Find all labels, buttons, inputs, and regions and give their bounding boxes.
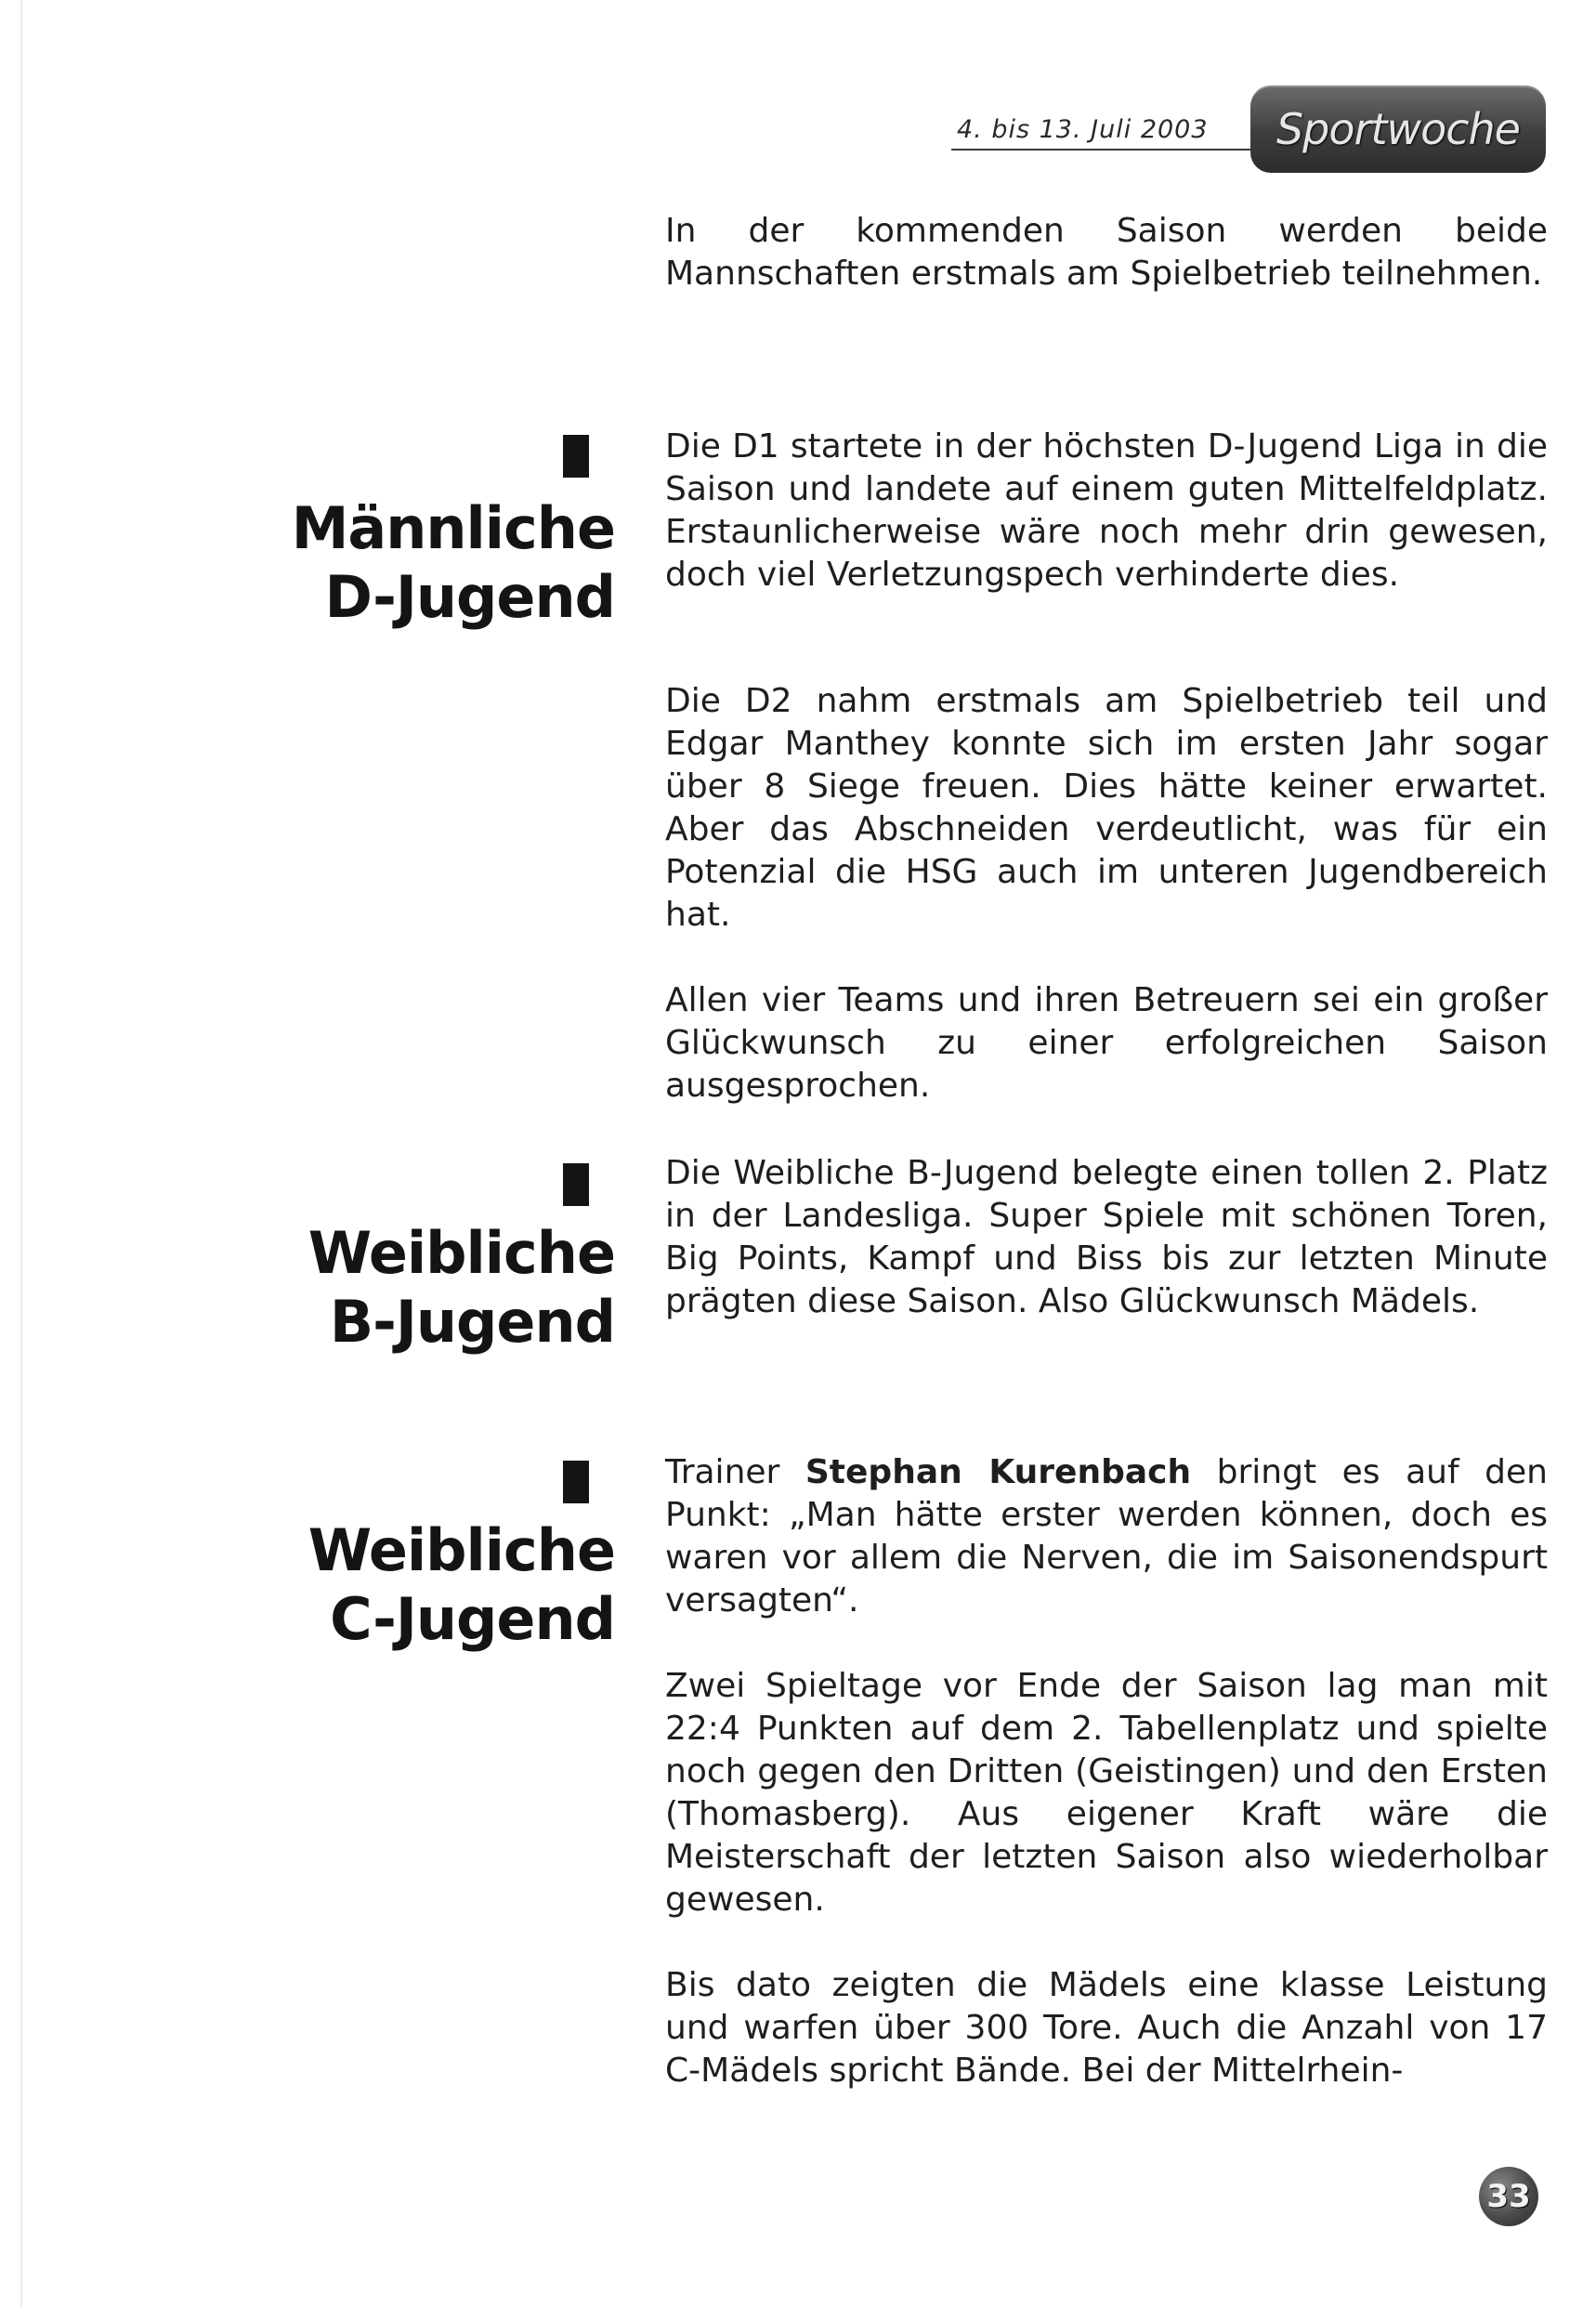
weibliche-c-paragraph-3: Bis dato zeigten die Mädels eine klasse Leistung und warfen über 300 Tore. Auch die Anzahl von 17 C-Mädels spricht Bände. Bei der Mittelrhein- [665, 1966, 1548, 2090]
section-marker-maennliche-d [563, 435, 589, 478]
heading-weibliche-c-jugend [308, 1516, 615, 1654]
heading-line-1: Weibliche [307, 1516, 615, 1584]
heading-maennliche-d-jugend [292, 494, 615, 632]
trainer-name: Stephan Kurenbach [805, 1453, 1192, 1491]
weibliche-b-paragraph-1: Die Weibliche B-Jugend belegte einen tollen 2. Platz in der Landesliga. Super Spiele mit schönen Toren, Big Points, Kampf und Biss bis zur letzten Minute prägten diese Saison. Also Glückwunsch Mädels. [665, 1154, 1548, 1320]
page-edge [20, 0, 22, 2308]
weibliche-c-paragraph-1 [665, 1451, 1548, 1622]
sportwoche-logo-text: Sportwoche [1275, 104, 1520, 154]
weibliche-c-paragraph-2: Zwei Spieltage vor Ende der Saison lag man mit 22:4 Punkten auf dem 2. Tabellenplatz und spielte noch gegen den Dritten (Geistingen) und den Ersten (Thomasberg). Aus eigener Kraft wäre die Meisterschaft der letzten Saison also wiederholbar gewesen. [665, 1667, 1548, 1919]
heading-weibliche-b-jugend [308, 1219, 615, 1357]
intro-paragraph: In der kommenden Saison werden beide Mannschaften erstmals am Spielbetrieb teilnehmen. [665, 212, 1548, 293]
issue-date: 4. bis 13. Juli 2003 [957, 115, 1209, 144]
sportwoche-logo [1250, 85, 1546, 173]
text-run: bringt es auf den Punkt: „Man hätte erster werden können, doch es waren vor allem die Nerven, die im Saisonendspurt versagten“. [665, 1453, 1548, 1620]
header-rule [951, 149, 1258, 151]
heading-line-2: C-Jugend [330, 1585, 615, 1653]
section-marker-weibliche-b [563, 1163, 589, 1206]
page-number-badge: 33 [1479, 2167, 1538, 2226]
section-marker-weibliche-c [563, 1461, 589, 1503]
maennliche-d-paragraph-1: Die D1 startete in der höchsten D-Jugend Liga in die Saison und landete auf einem guten Mittelfeldplatz. Erstaunlicherweise wäre noch mehr drin gewesen, doch viel Verletzungspech verhinderte dies. [665, 427, 1548, 594]
text-run: Trainer [665, 1453, 805, 1491]
heading-line-1: Männliche [291, 494, 615, 562]
heading-line-1: Weibliche [307, 1219, 615, 1287]
heading-line-2: B-Jugend [329, 1288, 615, 1356]
heading-line-2: D-Jugend [324, 563, 615, 631]
maennliche-d-paragraph-3: Allen vier Teams und ihren Betreuern sei ein großer Glückwunsch zu einer erfolgreichen Saison ausgesprochen. [665, 981, 1548, 1105]
maennliche-d-paragraph-2: Die D2 nahm erstmals am Spielbetrieb teil und Edgar Manthey konnte sich im ersten Jahr sogar über 8 Siege freuen. Dies hätte keiner erwartet. Aber das Abschneiden verdeutlicht, was für ein Potenzial die HSG auch im unteren Jugendbereich hat. [665, 682, 1548, 934]
